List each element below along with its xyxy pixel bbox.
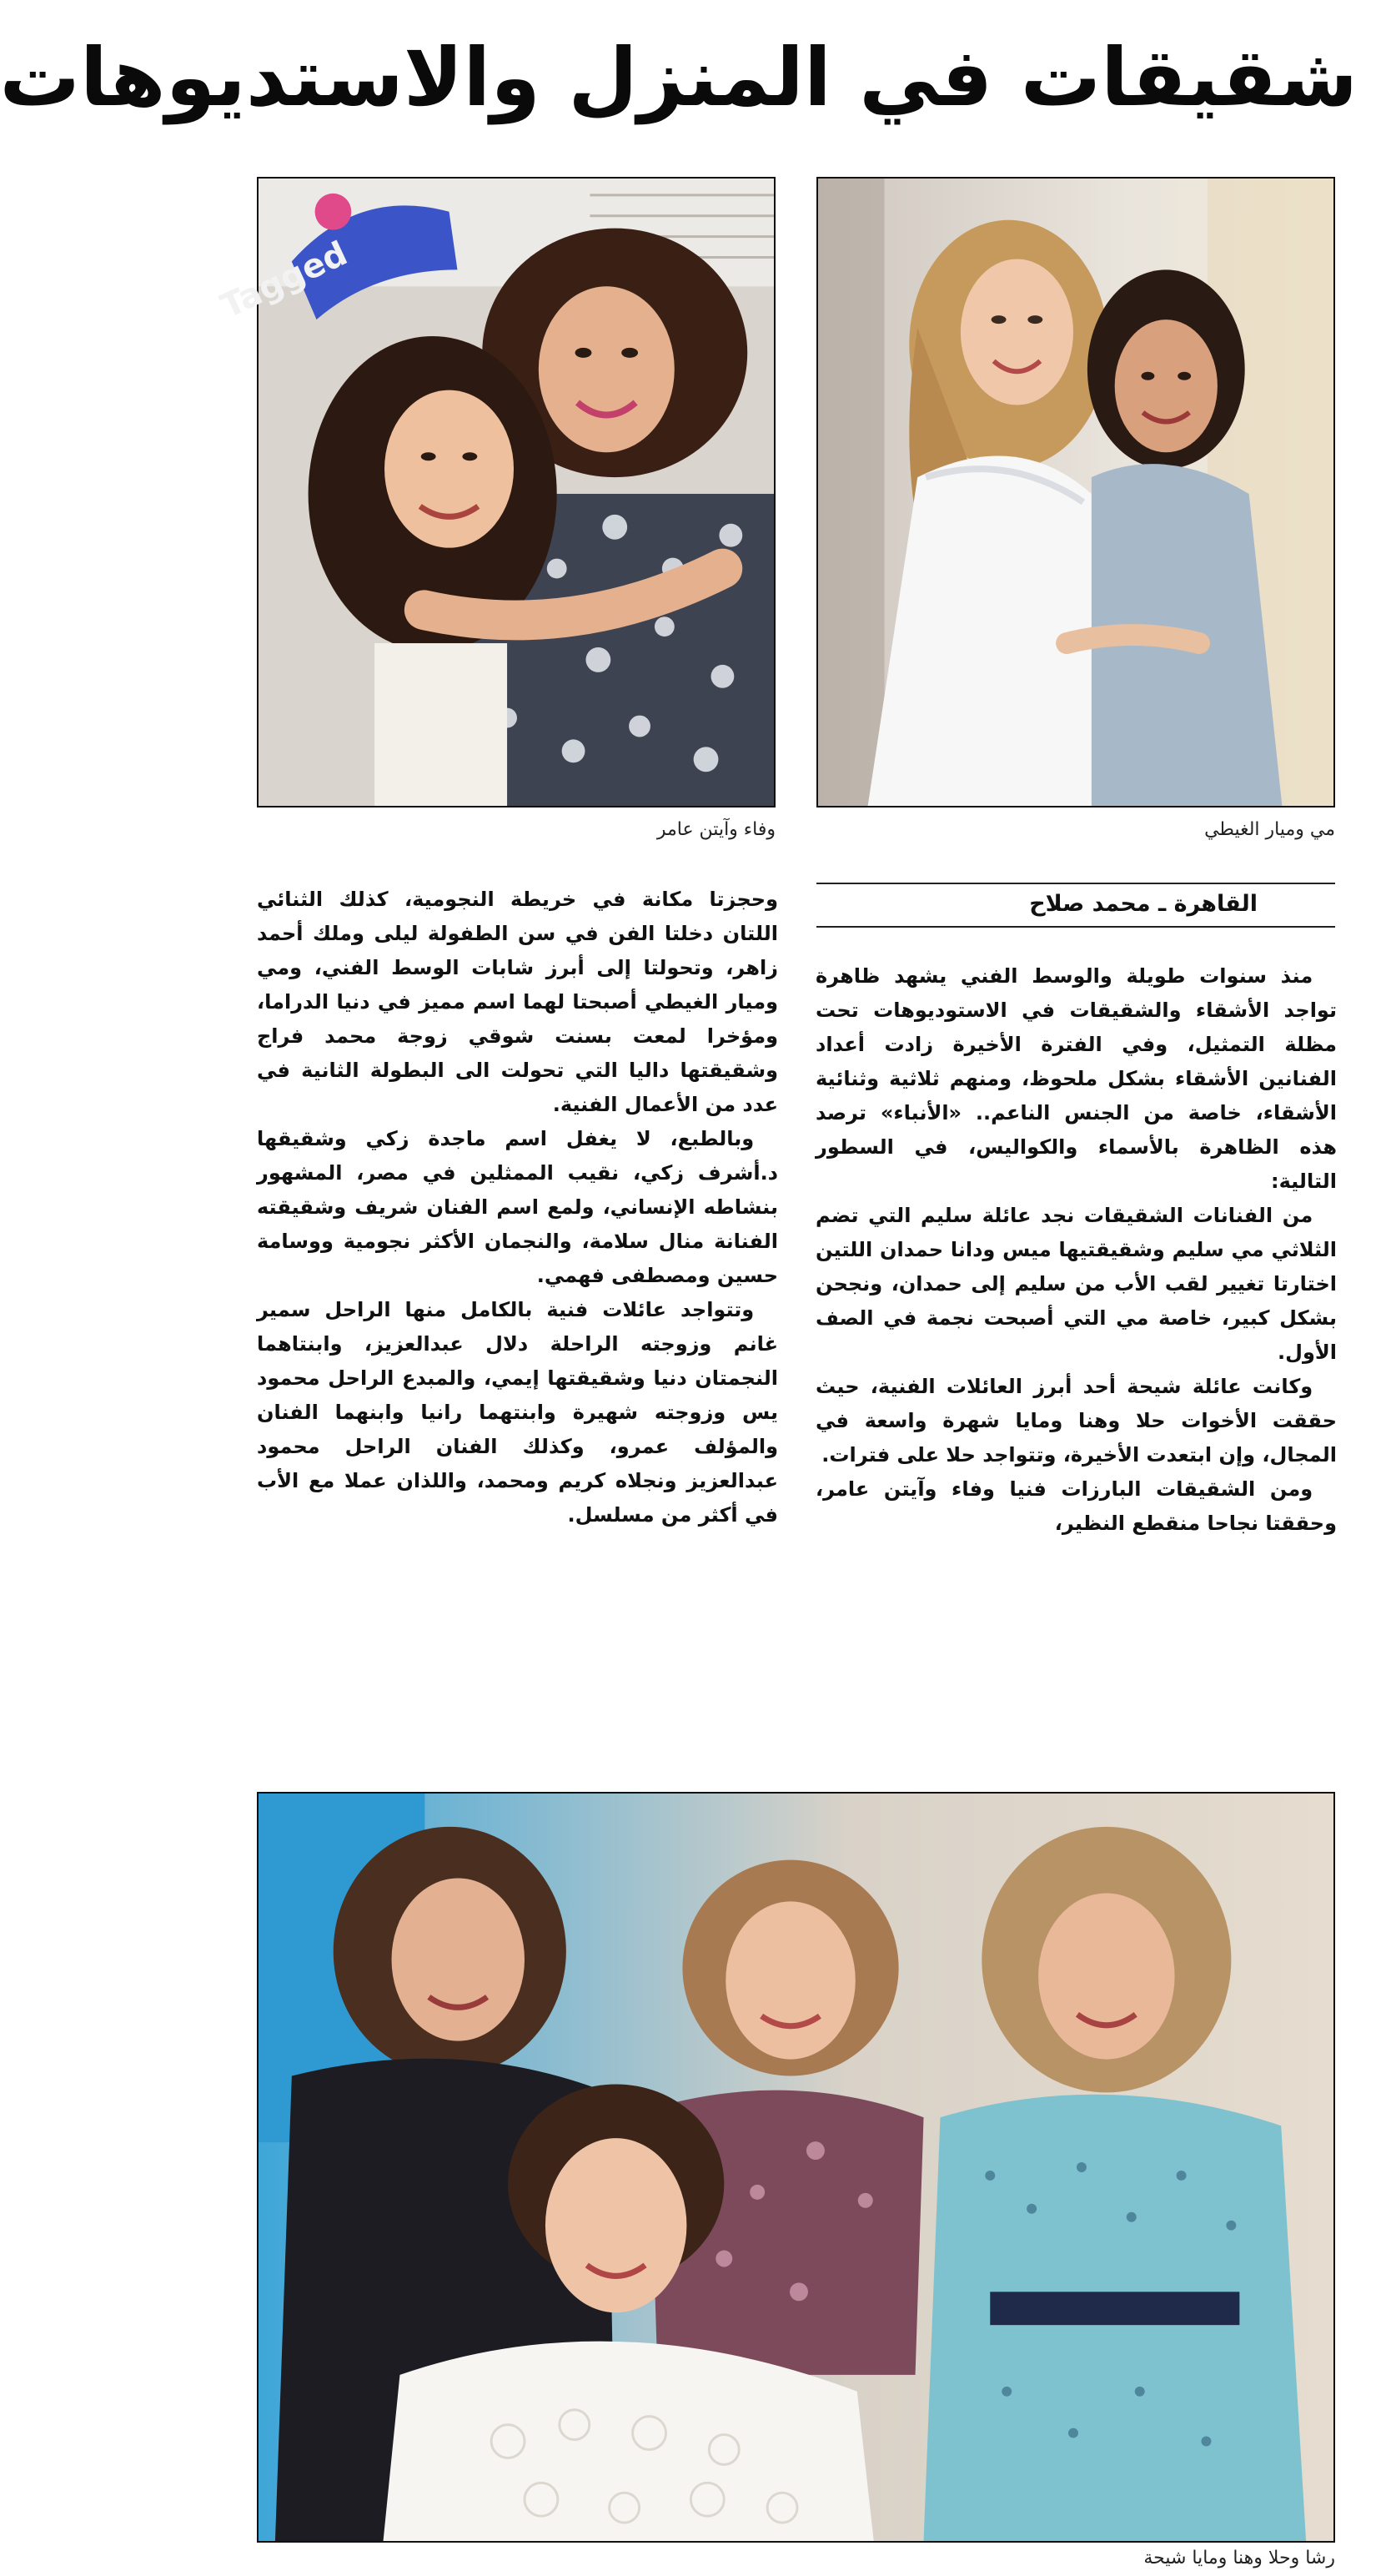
byline-top-rule: [816, 883, 1335, 884]
photo-mai-mayar-ghaity: [816, 177, 1335, 808]
paragraph: وتتواجد عائلات فنية بالكامل منها الراحل سمير غانم وزوجته الراحلة دلال عبدالعزيز، وابنتاهما النجمتان دنيا وشقيقتها إيمي، والمبدع الراحل محمود يس وزوجته شهيرة وابنتهما رانيا وابنهما الفنان والمؤلف عمرو، وكذلك الفنان الراحل محمود عبدالعزيز ونجلاه كريم ومحمد، واللذان عملا مع الأب في أكثر من مسلسل.: [257, 1298, 778, 1527]
photo-illustration: [818, 179, 1333, 806]
article-column-left: [257, 883, 778, 1532]
photo-illustration: [215, 179, 774, 806]
paragraph: وكانت عائلة شيحة أحد أبرز العائلات الفنية، حيث حققت الأخوات حلا وهنا ومايا شهرة واسعة في المجال، وإن ابتعدت الأخيرة، وتتواجد حلا على فترات.: [816, 1375, 1337, 1467]
paragraph: وحجزتا مكانة في خريطة النجومية، كذلك الثنائي اللتان دخلتا الفن في سن الطفولة ليلى وملك أحمد زاهر، وتحولتا إلى أبرز شابات الوسط الفني، ومي وميار الغيطي أصبحتا لهما اسم مميز في دنيا الدراما، ومؤخرا لمعت بسنت شوقي زوجة محمد فراج وشقيقتها داليا التي تحولت الى البطولة الثانية في عدد من الأعمال الفنية.: [257, 888, 778, 1116]
photo-shiha-sisters: [257, 1792, 1335, 2543]
photo-sign-text: Tagged: [215, 234, 354, 326]
byline: القاهرة ـ محمد صلاح: [1029, 891, 1258, 917]
headline: شقيقات في المنزل والاستديوهات: [0, 31, 1358, 124]
paragraph: وبالطبع، لا يغفل اسم ماجدة زكي وشقيقها د.أشرف زكي، نقيب الممثلين في مصر، المشهور بنشاطه الإنساني، ولمع اسم الفنان شريف وشقيقته الفنانة منال سلامة، والنجمان الأكثر نجومية ووسامة حسين ومصطفى فهمي.: [257, 1127, 778, 1287]
photo-caption-left: وفاء وآيتن عامر: [656, 819, 776, 840]
photo-caption-bottom: رشا وحلا وهنا ومايا شيحة: [1143, 2548, 1335, 2568]
paragraph: ومن الشقيقات البارزات فنيا وفاء وآيتن عامر، وحققتا نجاحا منقطع النظير،: [816, 1477, 1337, 1535]
photo-illustration: [259, 1794, 1333, 2541]
article-column-right: [816, 959, 1337, 1541]
photo-caption-right: مي وميار الغيطي: [1204, 819, 1335, 840]
photo-wafaa-aiten-amer: [215, 177, 776, 808]
byline-bottom-rule: [816, 926, 1335, 928]
paragraph: منذ سنوات طويلة والوسط الفني يشهد ظاهرة تواجد الأشقاء والشقيقات في الاستوديوهات تحت مظلة التمثيل، وفي الفترة الأخيرة زادت أعداد الفنانين الأشقاء بشكل ملحوظ، ومنهم ثلاثية وثنائية الأشقاء، خاصة من الجنس الناعم.. «الأنباء» ترصد هذه الظاهرة بالأسماء والكواليس، في السطور التالية:: [816, 964, 1337, 1193]
paragraph: من الفنانات الشقيقات نجد عائلة سليم التي تضم الثلاثي مي سليم وشقيقتيها ميس ودانا حمدان اللتين اختارتا تغيير لقب الأب من سليم إلى حمدان، ونجحن بشكل كبير، خاصة مي التي أصبحت نجمة في الصف الأول.: [816, 1204, 1337, 1364]
